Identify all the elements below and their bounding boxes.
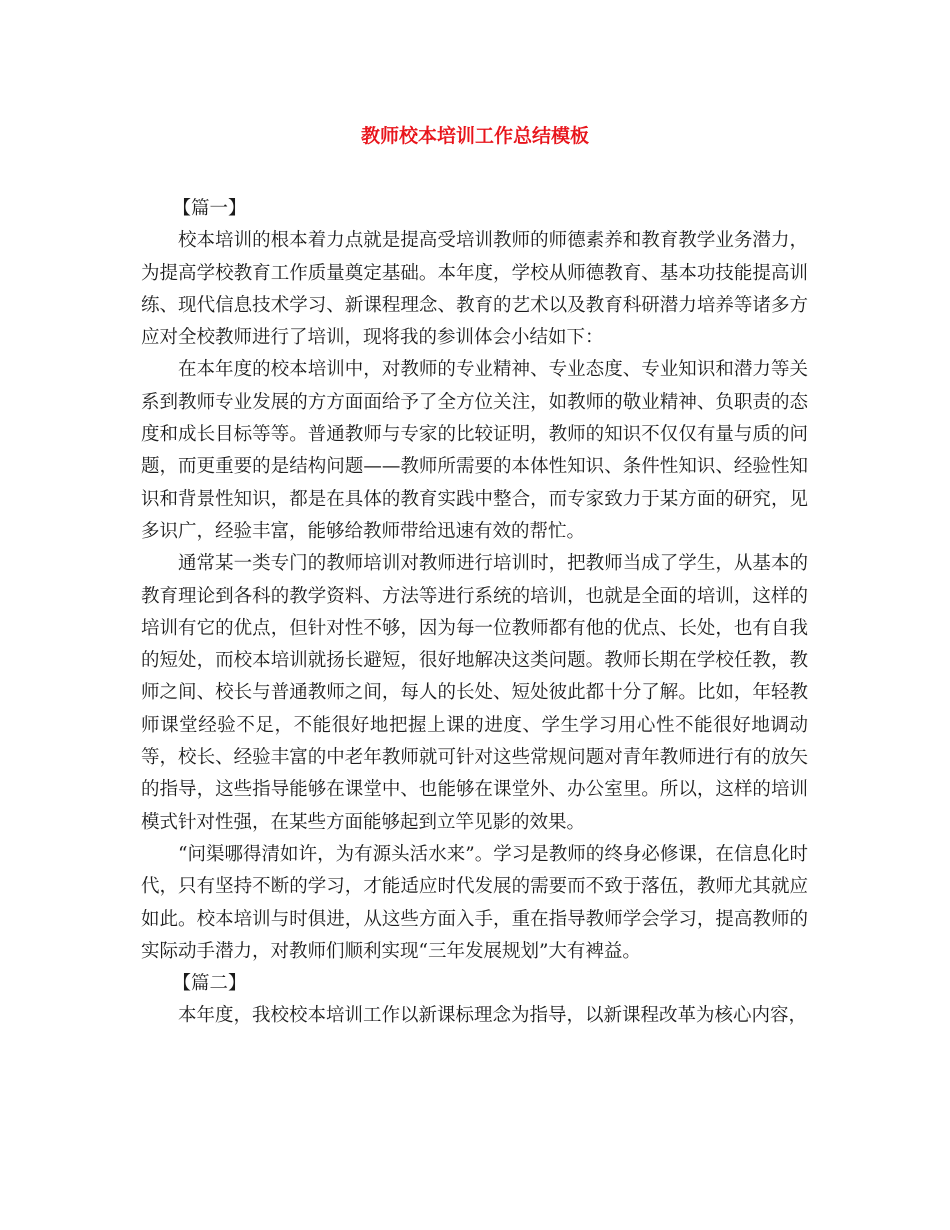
section-heading-2: 【篇二】 — [172, 973, 247, 995]
paragraph: 在本年度的校本培训中，对教师的专业精神、专业态度、专业知识和潜力等关系到教师专业发展的方方面面给予了全方位关注，如教师的敬业精神、负职责的态度和成长目标等等。普通教师与专家的比较证明，教师的知识不仅仅有量与质的问题，而更重要的是结构问题——教师所需要的本体性知识、条件性知识、经验性知识和背景性知识，都是在具体的教育实践中整合，而专家致力于某方面的研究，见多识广，经验丰富，能够给教师带给迅速有效的帮忙。 — [141, 359, 808, 542]
paragraph: “问渠哪得清如许，为有源头活水来”。学习是教师的终身必修课，在信息化时代，只有坚持不断的学习，才能适应时代发展的需要而不致于落伍，教师尤其就应如此。校本培训与时俱进，从这些方面入手，重在指导教师学会学习，提高教师的实际动手潜力，对教师们顺利实现“三年发展规划”大有裨益。 — [141, 843, 808, 962]
paragraph: 通常某一类专门的教师培训对教师进行培训时，把教师当成了学生，从基本的教育理论到各科的教学资料、方法等进行系统的培训，也就是全面的培训，这样的培训有它的优点，但针对性不够，因为每一位教师都有他的优点、长处，也有自我的短处，而校本培训就扬长避短，很好地解决这类问题。教师长期在学校任教，教师之间、校长与普通教师之间，每人的长处、短处彼此都十分了解。比如，年轻教师课堂经验不足，不能很好地把握上课的进度、学生学习用心性不能很好地调动等，校长、经验丰富的中老年教师就可针对这些常规问题对青年教师进行有的放矢的指导，这些指导能够在课堂中、也能够在课堂外、办公室里。所以，这样的培训模式针对性强，在某些方面能够起到立竿见影的效果。 — [141, 553, 808, 833]
paragraph: 校本培训的根本着力点就是提高受培训教师的师德素养和教育教学业务潜力，为提高学校教育工作质量奠定基础。本年度，学校从师德教育、基本功技能提高训练、现代信息技术学习、新课程理念、教育的艺术以及教育科研潜力培养等诸多方应对全校教师进行了培训，现将我的参训体会小结如下： — [141, 230, 808, 349]
paragraph: 本年度，我校校本培训工作以新课标理念为指导，以新课程改革为核心内容， — [178, 1005, 808, 1027]
document-body — [141, 193, 808, 1033]
section-heading-1: 【篇一】 — [172, 198, 247, 219]
document-title: 教师校本培训工作总结模板 — [360, 125, 589, 147]
